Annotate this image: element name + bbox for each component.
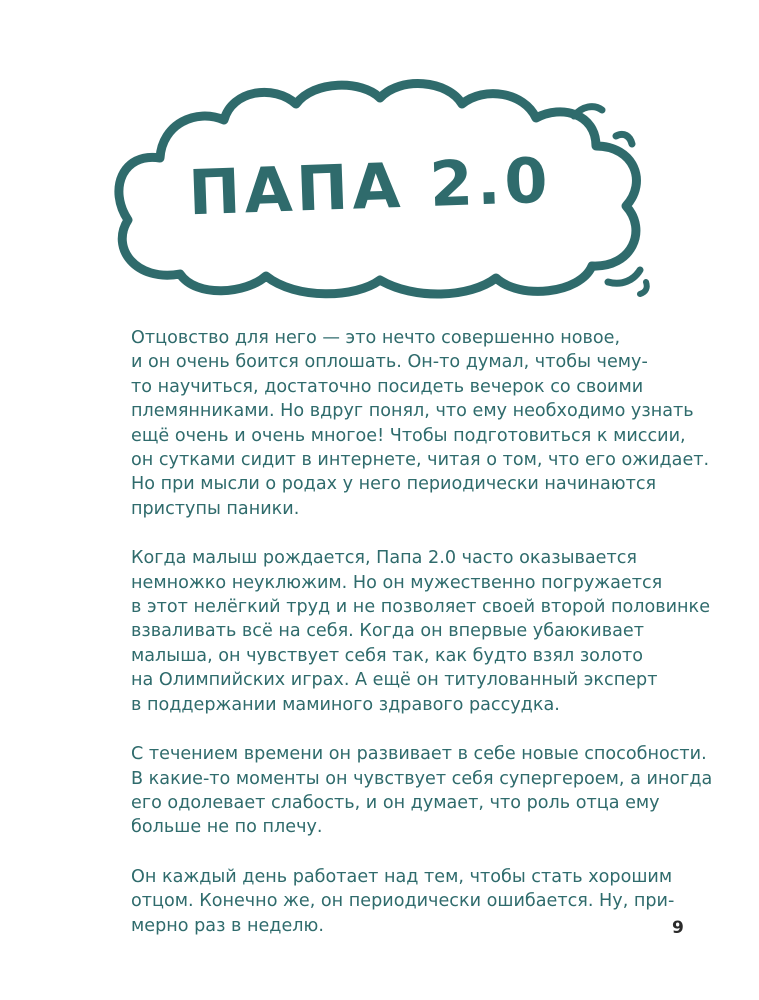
text-line: Но при мысли о родах у него периодически начинаются	[131, 474, 657, 495]
text-line: его одолевает слабость, и он думает, что роль отца ему	[131, 792, 660, 813]
text-line: племянниками. Но вдруг понял, что ему необходимо узнать	[131, 401, 694, 422]
text-line: Он каждый день работает над тем, чтобы стать хорошим	[131, 866, 673, 887]
text-line: в этот нелёгкий труд и не позволяет своей второй половинке	[131, 597, 711, 618]
title-cloud	[100, 70, 660, 310]
text-line: Когда малыш рождается, Папа 2.0 часто оказывается	[131, 548, 637, 569]
paragraph-2	[131, 546, 711, 717]
text-line: малыша, он чувствует себя так, как будто взял золото	[131, 645, 643, 666]
text-line: Отцовство для него — это нечто совершенно новое,	[131, 328, 621, 348]
text-line: то научиться, достаточно посидеть вечерок со своими	[131, 376, 644, 397]
body-text	[131, 326, 713, 963]
text-line: приступы паники.	[131, 498, 300, 519]
text-line: в поддержании маминого здравого рассудка.	[131, 694, 560, 715]
page-title: ПАПА 2.0	[187, 143, 553, 230]
text-line: немножко неуклюжим. Но он мужественно погружается	[131, 572, 663, 593]
page-number: 9	[672, 918, 684, 938]
text-line: В какие-то моменты он чувствует себя супергероем, а иногда	[131, 768, 713, 789]
paragraph-4	[131, 865, 691, 938]
text-line: С течением времени он развивает в себе новые способности.	[131, 744, 707, 765]
paragraph-3	[131, 742, 713, 840]
text-line: отцом. Конечно же, он периодически ошибается. Ну, при-	[131, 891, 675, 912]
text-line: взваливать всё на себя. Когда он впервые убаюкивает	[131, 621, 644, 642]
text-line: больше не по плечу.	[131, 817, 323, 838]
text-line: и он очень боится оплошать. Он-то думал, чтобы чему-	[131, 352, 648, 373]
paragraph-1	[131, 326, 710, 521]
text-line: мерно раз в неделю.	[131, 915, 324, 936]
text-line: он сутками сидит в интернете, читая о том, что его ожидает.	[131, 450, 710, 471]
text-line: ещё очень и очень многое! Чтобы подготовиться к миссии,	[131, 425, 686, 446]
text-line: на Олимпийских играх. А ещё он титулованный эксперт	[131, 670, 658, 691]
